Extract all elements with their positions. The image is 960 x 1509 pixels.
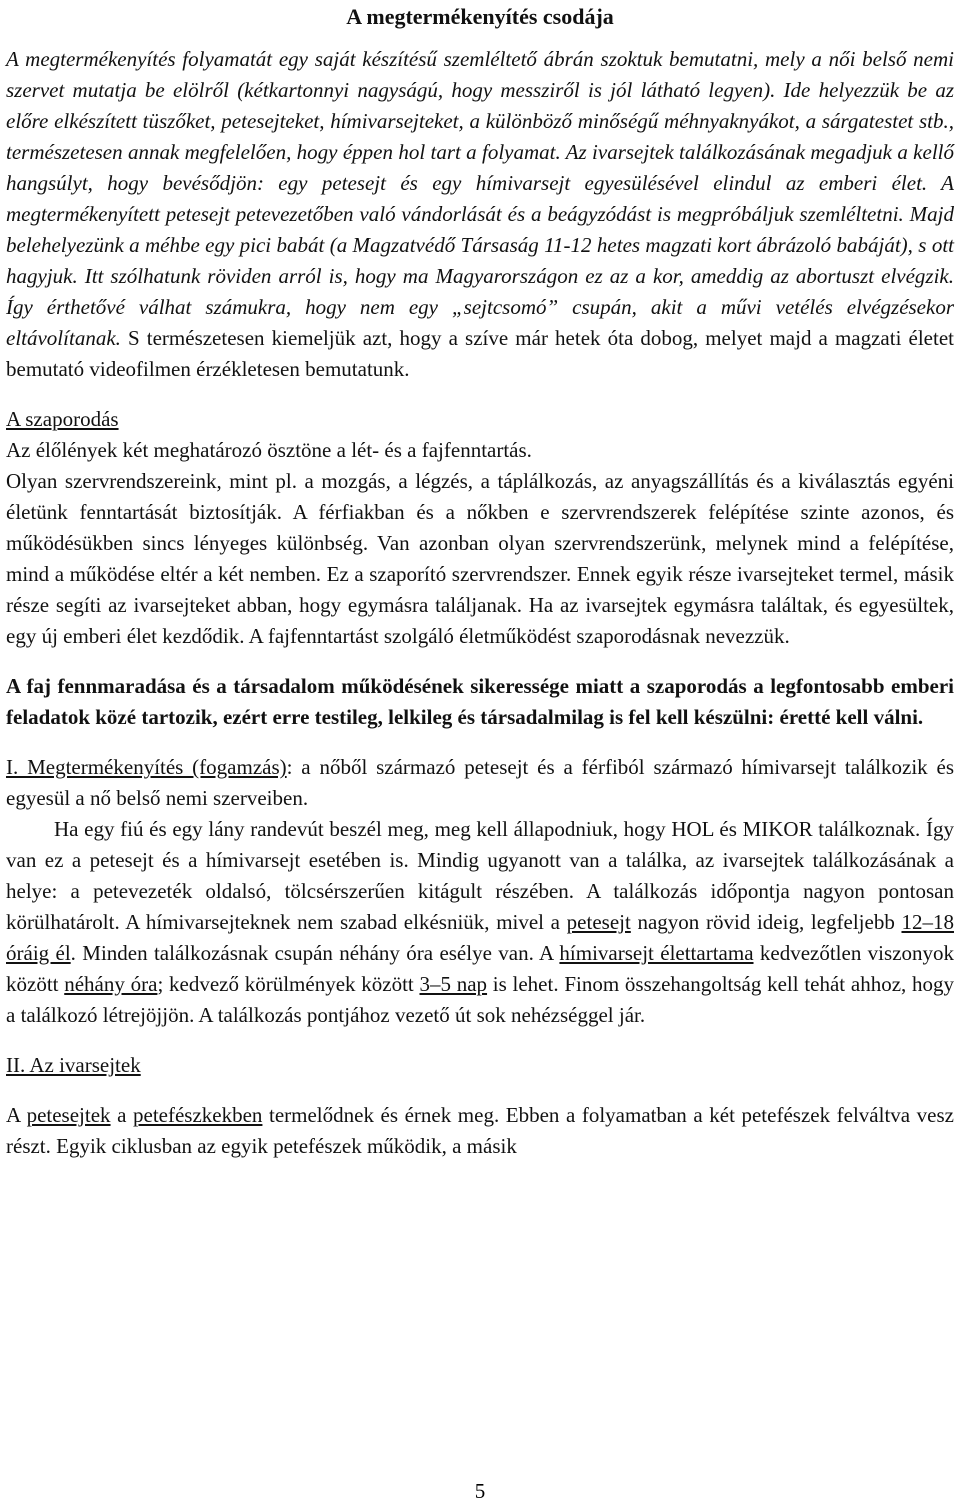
underlined-petesejtek: petesejtek <box>26 1103 111 1127</box>
reproduction-body: Olyan szervrendszereink, mint pl. a mozgás, a légzés, a táplálkozás, az anyagszállítás és a kiválasztás egyéni életünk fenntartását biztosítják. A férfiakban és a nőkben e szervrendszerek felépítése szinte azonos, és működésükben sincs lényeges különbség. Van azonban olyan szervrendszerünk, melynek mind a felépítése, mind a működése eltér a két nemben. Ez a szaporító szervrendszer. Ennek egyik része ivarsejteket termel, másik része segíti az ivarsejteket abban, hogy egymásra találjanak. Ha az ivarsejtek egymásra találtak, és egyesültek, egy új emberi élet kezdődik. A fajfenntartást szolgáló életműködést szaporodásnak nevezzük. <box>6 469 954 648</box>
underlined-petesejt: petesejt <box>566 910 631 934</box>
gametes-text-a: A <box>6 1103 27 1127</box>
page-number: 5 <box>474 1479 486 1503</box>
underlined-petefeszkekben: petefészkekben <box>133 1103 263 1127</box>
underlined-lifetime-egg: 12–18 óráig él <box>6 910 954 965</box>
fertilization-text-e: ; kedvező körülmények között <box>157 972 420 996</box>
intro-paragraph <box>6 44 954 385</box>
gametes-paragraph <box>6 1100 954 1162</box>
fertilization-text-d: kedvezőtlen viszonyok között <box>6 941 955 996</box>
gametes-heading-text: II. Az ivarsejtek <box>6 1053 141 1077</box>
intro-normal-text: S természetesen kiemeljük azt, hogy a szíve már hetek óta dobog, melyet majd a magzati életet bemutató videofilmen érzékletesen bemutatunk. <box>6 326 954 381</box>
section-heading-gametes <box>6 1050 954 1081</box>
fertilization-definition-text: : a nőből származó petesejt és a férfiból származó hímivarsejt találkozik és egyesül a nő belső nemi szerveiben. <box>6 755 954 810</box>
underlined-few-hours: néhány óra <box>64 972 158 996</box>
intro-italic-text: A megtermékenyítés folyamatát egy saját készítésű szemléltető ábrán szoktuk bemutatni, mely a női belső nemi szervet mutatja be elölről (kétkartonnyi nagyságú, hogy messziről is jól látható legyen). Ide helyezzük be az előre elkészített tüszőket, petesejteket, hímivarsejteket, a különböző minőségű méhnyaknyákot, a sárgatestet stb., természetesen annak megfelelően, hogy éppen hol tart a folyamat. Az ivarsejtek találkozásának megadjuk a kellő hangsúlyt, hogy bevésődjön: egy petesejt és egy hímivarsejt egyesülésével elindul az emberi élet. A megtermékenyített petesejt petevezetőben való vándorlását és a beágyzódást is megpróbáljuk szemléltetni. Majd belehelyezünk a méhbe egy pici babát (a Magzatvédő Társaság 11-12 hetes magzati kort ábrázoló babáját), s ott hagyjuk. Itt szólhatunk röviden arról is, hogy ma Magyarországon ez az a kor, ameddig az abortuszt elvégzik. Így érthetővé válhat számukra, hogy nem egy „sejtcsomó” csupán, akit a művi vetélés elvégzésekor eltávolítanak. <box>6 47 954 350</box>
fertilization-text-a: Ha egy fiú és egy lány randevút beszél meg, meg kell állapodniuk, hogy HOL és MIKOR találkoznak. Így van ez a petesejt és a hímivarsejt esetében is. Mindig ugyanott van a találka, az ivarsejtek találkozásának a helye: a petevezeték oldalsó, tölcsérszerűen kitágult részében. A találkozás időpontja nagyon pontosan körülhatárolt. A hímivarsejteknek nem szabad elkésniük, mivel a <box>6 817 954 934</box>
underlined-days: 3–5 nap <box>419 972 488 996</box>
gametes-text-b: a <box>110 1103 133 1127</box>
document-title: A megtermékenyítés csodája <box>346 4 614 29</box>
underlined-sperm-lifetime: hímivarsejt élettartama <box>559 941 754 965</box>
fertilization-paragraph <box>6 814 954 1031</box>
fertilization-definition <box>6 752 954 814</box>
fertilization-text-f: is lehet. Finom összehangoltság kell tehát ahhoz, hogy a találkozó létrejöjjön. A találkozás pontjához vezető út sok nehézséggel jár. <box>6 972 955 1027</box>
fertilization-heading: I. Megtermékenyítés (fogamzás) <box>6 755 287 779</box>
bold-statement: A faj fennmaradása és a társadalom működésének sikeressége miatt a szaporodás a legfontosabb emberi feladatok közé tartozik, ezért erre testileg, lelkileg és társadalmilag is fel kell készülni: éretté kell válni. <box>6 674 954 729</box>
reproduction-heading-text: A szaporodás <box>6 407 119 431</box>
gametes-text-c: termelődnek és érnek meg. Ebben a folyamatban a két petefészek felváltva vesz részt. Egyik ciklusban az egyik petefészek működik, a másik <box>6 1103 954 1158</box>
fertilization-text-b: nagyon rövid ideig, legfeljebb <box>630 910 902 934</box>
section-heading-reproduction <box>6 404 954 435</box>
reproduction-line1: Az élőlények két meghatározó ösztöne a lét- és a fajfenntartás. <box>6 438 532 462</box>
fertilization-text-c: . Minden találkozásnak csupán néhány óra esélye van. A <box>70 941 560 965</box>
